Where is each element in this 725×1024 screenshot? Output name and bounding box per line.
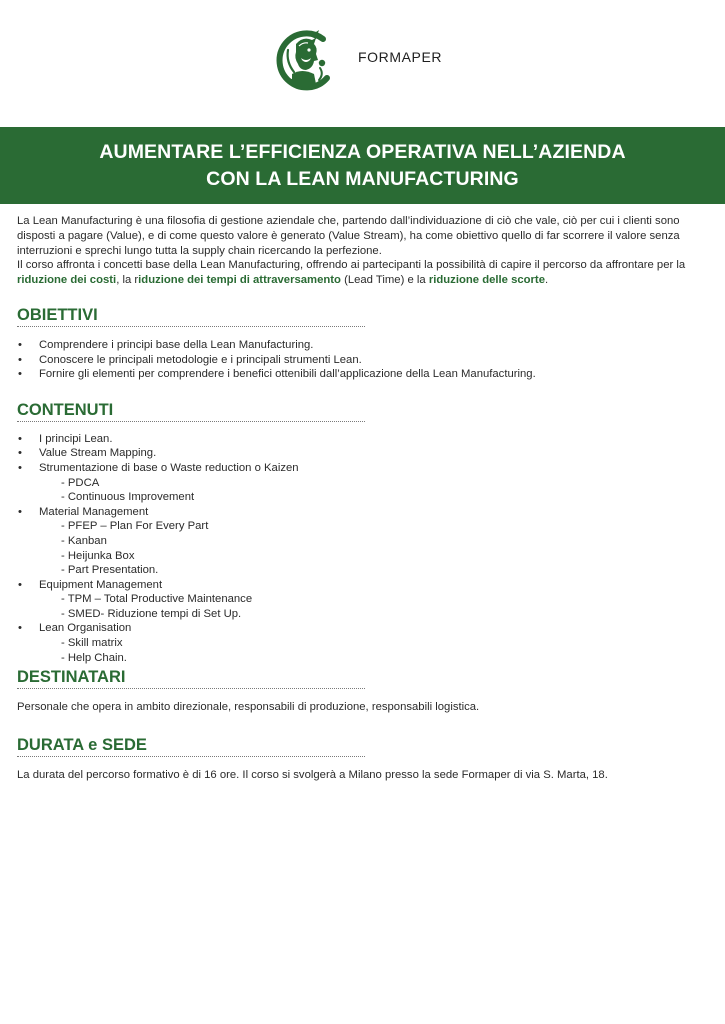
list-item: • Conoscere le principali metodologie e i principali strumenti Lean. xyxy=(17,353,709,368)
sub-item: - Heijunka Box xyxy=(61,549,135,562)
title-banner xyxy=(0,127,725,204)
main-content xyxy=(17,214,709,782)
obiettivi-list xyxy=(17,338,709,382)
section-title-obiettivi: OBIETTIVI xyxy=(17,305,365,327)
formaper-mercury-logo-icon xyxy=(270,28,336,94)
sub-item: - PFEP – Plan For Every Part xyxy=(61,520,209,533)
list-item: • Equipment Management xyxy=(17,578,709,593)
intro-paragraph-1: La Lean Manufacturing è una filosofia di gestione aziendale che, partendo dall’individuazione di ciò che vale, ciò per cui i clienti sono disposti a pagare (Value), e di come questo valore è generato (Value Stream), ha come obiettivo quello di far scorrere il valore senza interruzioni e sprechi lungo tutta la supply chain ricercando la perfezione. xyxy=(17,215,680,257)
intro-text: , la r xyxy=(116,274,139,287)
intro-section xyxy=(17,214,709,288)
destinatari-text: Personale che opera in ambito direzionale, responsabili di produzione, responsabili logistica. xyxy=(17,701,480,714)
intro-paragraph-2 xyxy=(17,258,709,288)
durata-text: La durata del percorso formativo è di 16 ore. Il corso si svolgerà a Milano presso la sede Formaper di via S. Marta, 18. xyxy=(17,768,608,781)
section-title-destinatari: DESTINATARI xyxy=(17,667,365,689)
banner-title-line-1: AUMENTARE L’EFFICIENZA OPERATIVA NELL’AZIENDA xyxy=(99,140,626,163)
intro-highlight-times: iduzione dei tempi di attraversamento xyxy=(138,274,341,287)
intro-highlight-costs: riduzione dei costi xyxy=(17,274,117,287)
intro-highlight-stock: riduzione delle scorte xyxy=(428,274,545,287)
list-item: • I principi Lean. xyxy=(17,432,709,447)
list-item: • Value Stream Mapping. xyxy=(17,446,709,461)
list-item: • Strumentazione di base o Waste reduction o Kaizen xyxy=(17,461,709,476)
list-item: • Material Management xyxy=(17,505,709,520)
sub-item: - Help Chain. xyxy=(61,651,127,664)
list-item: • Lean Organisation xyxy=(17,621,709,636)
section-title-contenuti: CONTENUTI xyxy=(17,400,365,422)
intro-text: . xyxy=(544,274,549,287)
sub-item: - Continuous Improvement xyxy=(61,491,195,504)
sub-item: - Skill matrix xyxy=(61,637,123,650)
list-item: • Comprendere i principi base della Lean Manufacturing. xyxy=(17,338,709,353)
sub-item: - TPM – Total Productive Maintenance xyxy=(61,593,253,606)
list-item: • Fornire gli elementi per comprendere i benefici ottenibili dall’applicazione della Lean Manufacturing. xyxy=(17,367,709,382)
intro-text: Il corso affronta i concetti base della Lean Manufacturing, offrendo ai partecipanti la possibilità di capire il percorso da affrontare per la xyxy=(17,259,686,272)
sub-item: - Part Presentation. xyxy=(61,564,159,577)
header-logo xyxy=(270,26,442,96)
section-title-durata: DURATA e SEDE xyxy=(17,735,365,757)
sub-item: - SMED- Riduzione tempi di Set Up. xyxy=(61,607,242,620)
intro-text: (Lead Time) e la xyxy=(340,274,429,287)
sub-item: - Kanban xyxy=(61,534,107,547)
contenuti-list xyxy=(17,432,709,666)
brand-name: FORMAPER xyxy=(358,49,443,65)
banner-title-line-2: CON LA LEAN MANUFACTURING xyxy=(206,167,519,190)
sub-item: - PDCA xyxy=(61,476,100,489)
